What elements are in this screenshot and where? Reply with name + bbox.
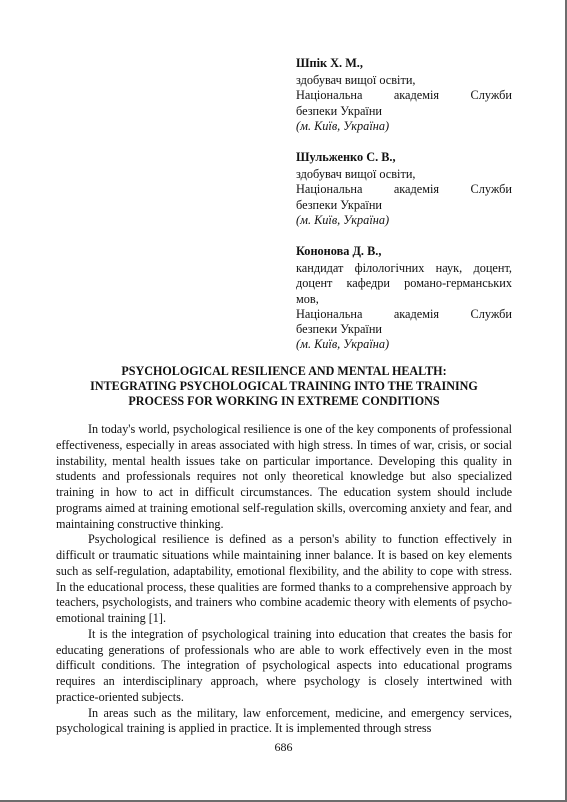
title-line-2: INTEGRATING PSYCHOLOGICAL TRAINING INTO THE TRAINING bbox=[90, 379, 478, 394]
author-position: кандидат філологічних наук, доцент, bbox=[296, 261, 512, 276]
author-institution: Національна академія Служби bbox=[296, 182, 512, 197]
author-block bbox=[296, 56, 512, 368]
title-line-1: PSYCHOLOGICAL RESILIENCE AND MENTAL HEALTH: bbox=[121, 364, 447, 378]
author-position-end: мов, bbox=[296, 291, 319, 306]
author-city: (м. Київ, Україна) bbox=[296, 337, 390, 352]
paragraph: In areas such as the military, law enforcement, medicine, and emergency services, psychological training is applied in practice. It is implemented through stress bbox=[56, 705, 512, 736]
author-institution-cont: безпеки України bbox=[296, 197, 383, 212]
author-2 bbox=[296, 150, 512, 228]
author-3 bbox=[296, 244, 512, 352]
author-position: здобувач вищої освіти, bbox=[296, 73, 416, 88]
page-number: 686 bbox=[274, 740, 293, 754]
author-name: Шульженко С. В., bbox=[296, 150, 396, 165]
author-name: Кононова Д. В., bbox=[296, 244, 382, 259]
author-name: Шпік Х. М., bbox=[296, 56, 363, 70]
author-1 bbox=[296, 56, 512, 134]
author-position-cont: доцент кафедри романо-германських bbox=[296, 276, 512, 291]
paper-title bbox=[56, 364, 512, 410]
author-city: (м. Київ, Україна) bbox=[296, 118, 390, 133]
author-city: (м. Київ, Україна) bbox=[296, 212, 390, 227]
title-line-3: PROCESS FOR WORKING IN EXTREME CONDITIONS bbox=[128, 394, 440, 409]
paragraph: In today's world, psychological resilience is one of the key components of professional effectiveness, especially in areas associated with high stress. In times of war, crisis, or social instability, mental health issues take on particular importance. Developing this quality in students and professionals requires not only theoretical knowledge but also specialized training in how to act in difficult circumstances. The education system should include programs aimed at training emotional self-regulation skills, overcoming anxiety and fear, and maintaining constructive thinking. bbox=[56, 422, 512, 531]
author-institution: Національна академія Служби bbox=[296, 306, 512, 321]
author-position: здобувач вищої освіти, bbox=[296, 167, 416, 182]
author-institution-cont: безпеки України bbox=[296, 322, 383, 337]
paragraph: It is the integration of psychological training into education that creates the basis for educating generations of professionals who are able to work effectively even in the most difficult conditions. The integration of psychological aspects into educational programs requires an interdisciplinary approach, where psychology is closely intertwined with practice-oriented subjects. bbox=[56, 626, 512, 704]
author-institution: Національна академія Служби bbox=[296, 88, 512, 103]
author-institution-cont: безпеки України bbox=[296, 103, 383, 118]
paragraph: Psychological resilience is defined as a person's ability to function effectively in difficult or traumatic situations while maintaining inner balance. It is based on key elements such as self-regulation, adaptability, emotional flexibility, and the ability to cope with stress. In the educational process, these qualities are formed thanks to a comprehensive approach by teachers, psychologists, and trainers who combine academic theory with elements of psycho-emotional training [1]. bbox=[56, 532, 512, 625]
body-text bbox=[56, 422, 512, 737]
